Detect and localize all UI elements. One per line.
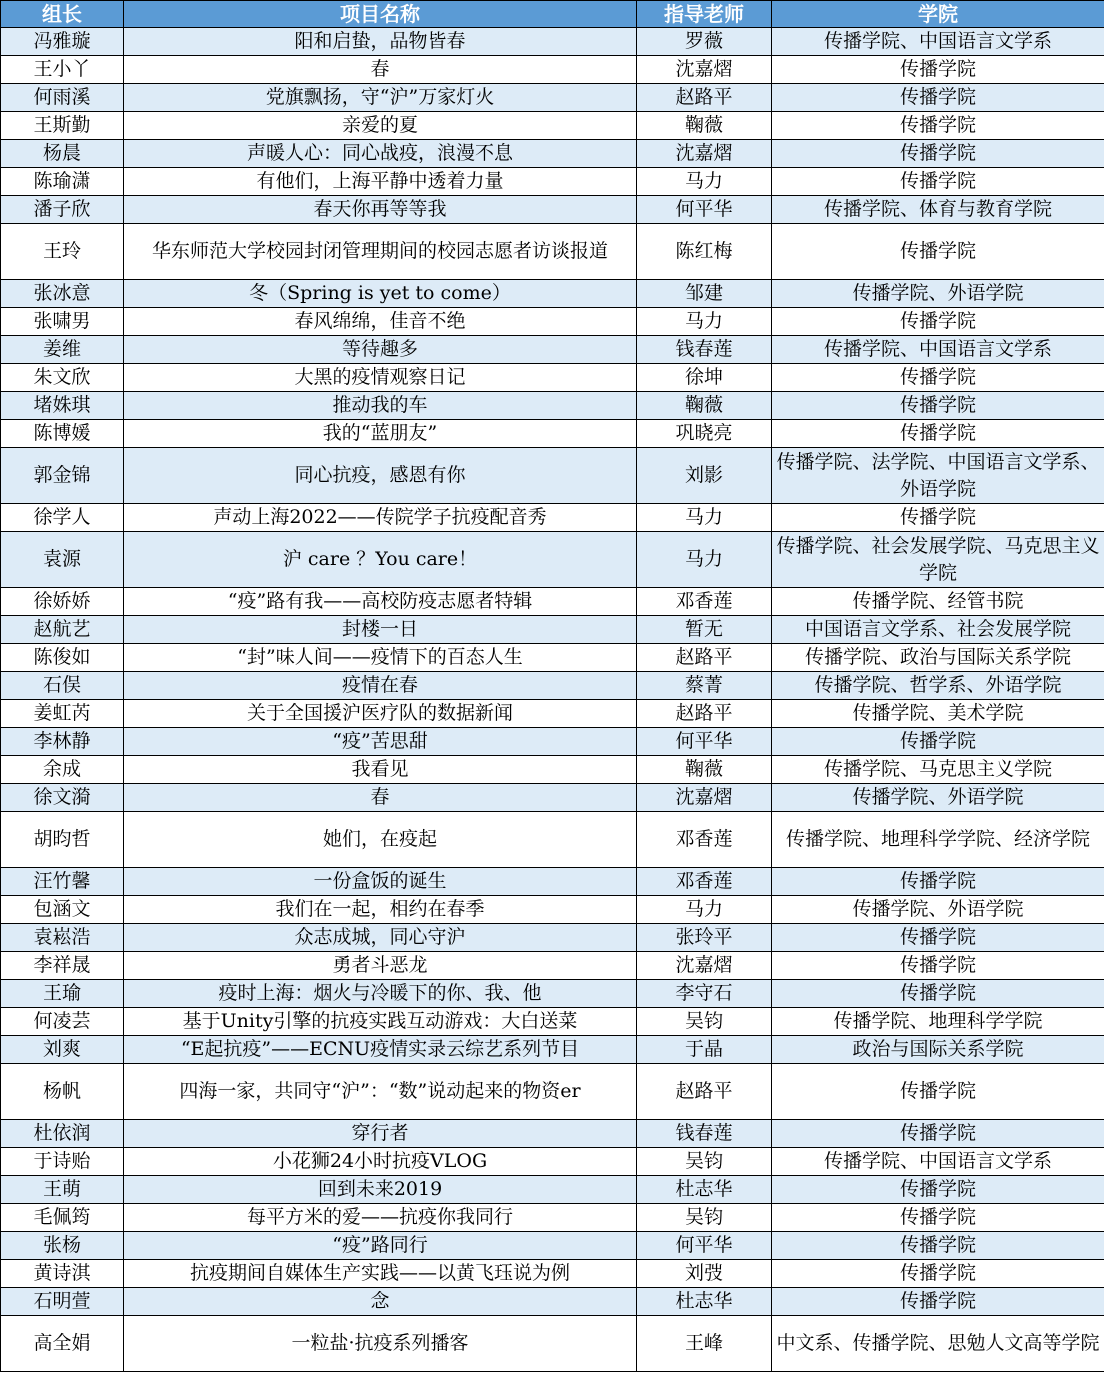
cell-project: 关于全国援沪医疗队的数据新闻 [124,700,637,728]
cell-leader: 王斯勤 [1,112,124,140]
cell-leader: 包涵文 [1,896,124,924]
cell-project: 大黑的疫情观察日记 [124,364,637,392]
table-row [1,616,1104,644]
cell-leader: 汪竹馨 [1,868,124,896]
table-row [1,812,1104,868]
cell-leader: 李林静 [1,728,124,756]
cell-teacher: 杜志华 [637,1176,772,1204]
cell-teacher: 马力 [637,168,772,196]
cell-teacher: 沈嘉熠 [637,784,772,812]
cell-college: 传播学院 [772,1064,1104,1120]
cell-leader: 刘爽 [1,1036,124,1064]
cell-teacher: 陈红梅 [637,224,772,280]
table-row [1,1036,1104,1064]
table-row [1,392,1104,420]
cell-project: 一粒盐·抗疫系列播客 [124,1316,637,1372]
cell-teacher: 赵路平 [637,84,772,112]
table-row [1,1316,1104,1372]
cell-teacher: 何平华 [637,728,772,756]
cell-project: 春 [124,784,637,812]
cell-project: 她们，在疫起 [124,812,637,868]
cell-project: 小花狮24小时抗疫VLOG [124,1148,637,1176]
table-row [1,196,1104,224]
table-row [1,980,1104,1008]
table-row [1,1120,1104,1148]
cell-project: 党旗飘扬，守“沪”万家灯火 [124,84,637,112]
cell-college: 传播学院 [772,112,1104,140]
cell-project: 华东师范大学校园封闭管理期间的校园志愿者访谈报道 [124,224,637,280]
cell-leader: 杜依润 [1,1120,124,1148]
cell-leader: 高全娟 [1,1316,124,1372]
cell-teacher: 何平华 [637,196,772,224]
cell-teacher: 杜志华 [637,1288,772,1316]
table-header-row [1,1,1104,28]
cell-leader: 朱文欣 [1,364,124,392]
cell-teacher: 沈嘉熠 [637,140,772,168]
cell-leader: 郭金锦 [1,448,124,504]
table-row [1,756,1104,784]
cell-project: 亲爱的夏 [124,112,637,140]
cell-project: 阳和启蛰，品物皆春 [124,28,637,56]
cell-college: 传播学院、中国语言文学系 [772,1148,1104,1176]
column-header-college: 学院 [772,1,1104,28]
cell-project: 春风绵绵，佳音不绝 [124,308,637,336]
cell-college: 传播学院、社会发展学院、马克思主义学院 [772,532,1104,588]
column-header-project: 项目名称 [124,1,637,28]
cell-project: 推动我的车 [124,392,637,420]
cell-leader: 徐学人 [1,504,124,532]
cell-college: 传播学院 [772,224,1104,280]
column-header-leader: 组长 [1,1,124,28]
cell-project: 每平方米的爱——抗疫你我同行 [124,1204,637,1232]
cell-project: 抗疫期间自媒体生产实践——以黄飞珏说为例 [124,1260,637,1288]
cell-leader: 冯雅璇 [1,28,124,56]
cell-leader: 杨帆 [1,1064,124,1120]
cell-leader: 李祥晟 [1,952,124,980]
cell-teacher: 吴钧 [637,1008,772,1036]
cell-teacher: 沈嘉熠 [637,56,772,84]
table-row [1,56,1104,84]
cell-college: 传播学院、马克思主义学院 [772,756,1104,784]
cell-project: “封”味人间——疫情下的百态人生 [124,644,637,672]
table-row [1,896,1104,924]
cell-college: 传播学院、地理科学学院 [772,1008,1104,1036]
cell-teacher: 于晶 [637,1036,772,1064]
cell-project: 等待趣多 [124,336,637,364]
cell-teacher: 钱春莲 [637,1120,772,1148]
cell-leader: 张冰意 [1,280,124,308]
cell-leader: 石明萱 [1,1288,124,1316]
cell-project: “疫”苦思甜 [124,728,637,756]
cell-leader: 袁崧浩 [1,924,124,952]
cell-leader: 余成 [1,756,124,784]
cell-college: 传播学院、美术学院 [772,700,1104,728]
table-row [1,1204,1104,1232]
cell-project: 春 [124,56,637,84]
cell-leader: 徐文漪 [1,784,124,812]
table-row [1,1064,1104,1120]
table-row [1,1176,1104,1204]
cell-teacher: 邹建 [637,280,772,308]
cell-leader: 何雨溪 [1,84,124,112]
cell-leader: 姜虹芮 [1,700,124,728]
cell-college: 传播学院 [772,392,1104,420]
cell-teacher: 何平华 [637,1232,772,1260]
cell-teacher: 鞠薇 [637,112,772,140]
table-row [1,364,1104,392]
table-row [1,84,1104,112]
cell-project: 回到未来2019 [124,1176,637,1204]
cell-project: 冬（Spring is yet to come） [124,280,637,308]
cell-project: 基于Unity引擎的抗疫实践互动游戏：大白送菜 [124,1008,637,1036]
cell-leader: 石俣 [1,672,124,700]
cell-teacher: 邓香莲 [637,868,772,896]
cell-college: 传播学院 [772,140,1104,168]
cell-leader: 于诗贻 [1,1148,124,1176]
cell-college: 传播学院 [772,308,1104,336]
cell-college: 传播学院 [772,1120,1104,1148]
cell-project: 春天你再等等我 [124,196,637,224]
cell-leader: 袁源 [1,532,124,588]
cell-college: 传播学院 [772,504,1104,532]
cell-leader: 堵姝琪 [1,392,124,420]
cell-college: 传播学院、中国语言文学系 [772,336,1104,364]
cell-college: 政治与国际关系学院 [772,1036,1104,1064]
cell-college: 传播学院、外语学院 [772,896,1104,924]
cell-college: 传播学院 [772,1204,1104,1232]
cell-leader: 胡昀哲 [1,812,124,868]
table-row [1,1288,1104,1316]
cell-teacher: 刘弢 [637,1260,772,1288]
cell-project: “疫”路有我——高校防疫志愿者特辑 [124,588,637,616]
cell-college: 传播学院 [772,952,1104,980]
cell-college: 传播学院 [772,728,1104,756]
table-row [1,336,1104,364]
cell-college: 中国语言文学系、社会发展学院 [772,616,1104,644]
cell-project: 我的“蓝朋友” [124,420,637,448]
cell-project: “疫”路同行 [124,1232,637,1260]
table-row [1,420,1104,448]
cell-college: 传播学院 [772,1232,1104,1260]
table-row [1,924,1104,952]
cell-college: 传播学院 [772,1176,1104,1204]
table-row [1,1232,1104,1260]
cell-teacher: 马力 [637,532,772,588]
cell-leader: 姜维 [1,336,124,364]
table-row [1,868,1104,896]
cell-leader: 杨晨 [1,140,124,168]
cell-college: 传播学院 [772,924,1104,952]
table-row [1,588,1104,616]
cell-teacher: 蔡菁 [637,672,772,700]
cell-college: 传播学院 [772,168,1104,196]
cell-college: 传播学院、政治与国际关系学院 [772,644,1104,672]
cell-leader: 毛佩筠 [1,1204,124,1232]
cell-teacher: 罗薇 [637,28,772,56]
cell-teacher: 赵路平 [637,700,772,728]
cell-college: 传播学院 [772,1288,1104,1316]
cell-teacher: 马力 [637,896,772,924]
cell-project: 封楼一日 [124,616,637,644]
cell-college: 传播学院 [772,868,1104,896]
cell-project: 疫情在春 [124,672,637,700]
cell-leader: 王瑜 [1,980,124,1008]
cell-college: 传播学院 [772,84,1104,112]
cell-project: 声动上海2022——传院学子抗疫配音秀 [124,504,637,532]
cell-project: 众志成城，同心守沪 [124,924,637,952]
cell-teacher: 刘影 [637,448,772,504]
cell-college: 传播学院、中国语言文学系 [772,28,1104,56]
cell-leader: 王小丫 [1,56,124,84]
cell-college: 传播学院、地理科学学院、经济学院 [772,812,1104,868]
cell-leader: 陈俊如 [1,644,124,672]
cell-teacher: 钱春莲 [637,336,772,364]
cell-teacher: 徐坤 [637,364,772,392]
cell-teacher: 鞠薇 [637,756,772,784]
cell-college: 传播学院、外语学院 [772,280,1104,308]
cell-teacher: 邓香莲 [637,812,772,868]
table-row [1,728,1104,756]
cell-college: 传播学院 [772,56,1104,84]
cell-project: 我看见 [124,756,637,784]
cell-teacher: 马力 [637,308,772,336]
cell-teacher: 马力 [637,504,772,532]
cell-teacher: 巩晓亮 [637,420,772,448]
table-row [1,112,1104,140]
cell-project: 疫时上海：烟火与冷暖下的你、我、他 [124,980,637,1008]
cell-teacher: 赵路平 [637,1064,772,1120]
table-row [1,644,1104,672]
cell-college: 中文系、传播学院、思勉人文高等学院 [772,1316,1104,1372]
cell-project: 有他们，上海平静中透着力量 [124,168,637,196]
cell-leader: 王萌 [1,1176,124,1204]
cell-college: 传播学院 [772,420,1104,448]
cell-project: 声暖人心：同心战疫，浪漫不息 [124,140,637,168]
cell-leader: 张杨 [1,1232,124,1260]
table-row [1,672,1104,700]
cell-teacher: 鞠薇 [637,392,772,420]
table-row [1,448,1104,504]
cell-leader: 黄诗淇 [1,1260,124,1288]
cell-project: 一份盒饭的诞生 [124,868,637,896]
table-row [1,280,1104,308]
table-row [1,504,1104,532]
cell-project: 同心抗疫，感恩有你 [124,448,637,504]
cell-teacher: 邓香莲 [637,588,772,616]
table-row [1,168,1104,196]
cell-teacher: 李守石 [637,980,772,1008]
table-row [1,28,1104,56]
table-row [1,224,1104,280]
cell-teacher: 王峰 [637,1316,772,1372]
cell-teacher: 沈嘉熠 [637,952,772,980]
table-row [1,700,1104,728]
cell-leader: 赵航艺 [1,616,124,644]
cell-leader: 陈瑜潇 [1,168,124,196]
cell-teacher: 赵路平 [637,644,772,672]
cell-college: 传播学院、体育与教育学院 [772,196,1104,224]
table-row [1,1148,1104,1176]
cell-leader: 何凌芸 [1,1008,124,1036]
cell-leader: 陈博媛 [1,420,124,448]
cell-leader: 潘子欣 [1,196,124,224]
cell-college: 传播学院 [772,980,1104,1008]
cell-leader: 王玲 [1,224,124,280]
table-row [1,1260,1104,1288]
cell-leader: 张啸男 [1,308,124,336]
column-header-teacher: 指导老师 [637,1,772,28]
cell-project: 穿行者 [124,1120,637,1148]
cell-college: 传播学院 [772,1260,1104,1288]
cell-teacher: 吴钧 [637,1148,772,1176]
cell-college: 传播学院 [772,364,1104,392]
cell-teacher: 暂无 [637,616,772,644]
cell-project: 念 [124,1288,637,1316]
table-row [1,532,1104,588]
table-row [1,784,1104,812]
cell-project: 四海一家，共同守“沪”：“数”说动起来的物资er [124,1064,637,1120]
cell-project: 我们在一起，相约在春季 [124,896,637,924]
table-body [1,28,1104,1372]
cell-leader: 徐娇娇 [1,588,124,616]
cell-college: 传播学院、哲学系、外语学院 [772,672,1104,700]
cell-teacher: 吴钧 [637,1204,772,1232]
cell-project: 沪 care ？You care！ [124,532,637,588]
cell-college: 传播学院、法学院、中国语言文学系、外语学院 [772,448,1104,504]
cell-teacher: 张玲平 [637,924,772,952]
cell-college: 传播学院、外语学院 [772,784,1104,812]
cell-college: 传播学院、经管书院 [772,588,1104,616]
table-row [1,1008,1104,1036]
table-row [1,308,1104,336]
cell-project: “E起抗疫”——ECNU疫情实录云综艺系列节目 [124,1036,637,1064]
cell-project: 勇者斗恶龙 [124,952,637,980]
table-row [1,952,1104,980]
table-row [1,140,1104,168]
